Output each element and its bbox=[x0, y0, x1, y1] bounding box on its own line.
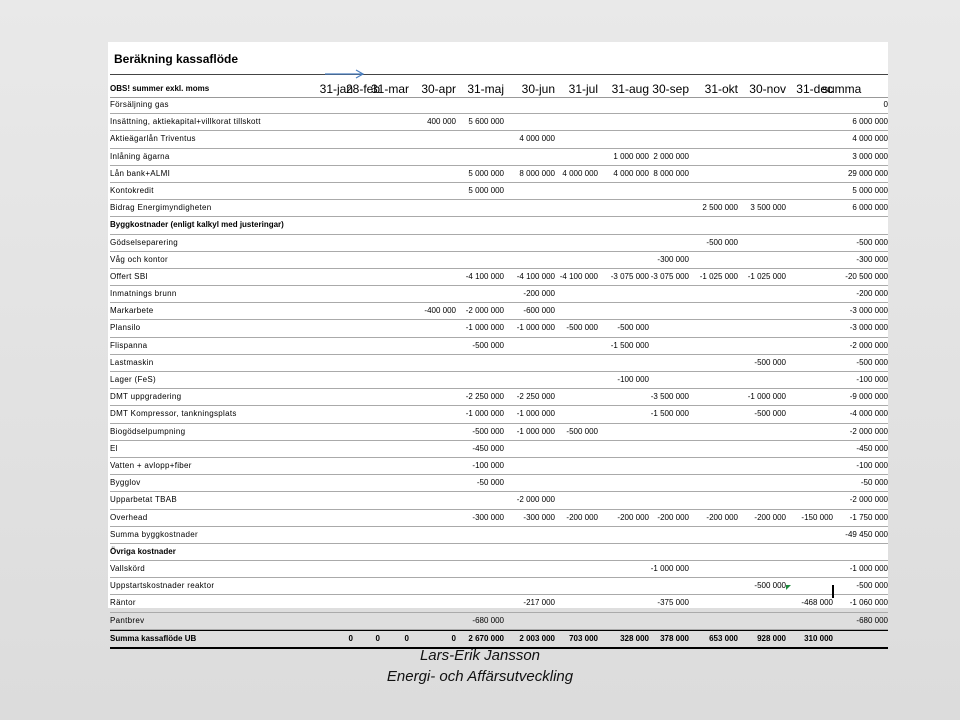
table-row bbox=[110, 406, 888, 423]
table-row bbox=[110, 320, 888, 337]
table-cell: -2 000 000 bbox=[849, 426, 888, 436]
table-cell: -300 000 bbox=[657, 254, 689, 264]
row-label: Uppstartskostnader reaktor bbox=[110, 581, 215, 591]
table-cell: -1 750 000 bbox=[849, 512, 888, 522]
table-cell: -1 025 000 bbox=[699, 271, 738, 281]
table-row bbox=[110, 441, 888, 458]
table-row bbox=[110, 561, 888, 578]
row-label: Räntor bbox=[110, 598, 136, 608]
table-cell: -500 000 bbox=[856, 357, 888, 367]
table-cell: -200 000 bbox=[706, 512, 738, 522]
table-row bbox=[110, 286, 888, 303]
table-cell: -500 000 bbox=[754, 409, 786, 419]
table-cell: 4 000 000 bbox=[562, 168, 598, 178]
row-label: Lager (FeS) bbox=[110, 375, 156, 384]
table-cell: -2 000 000 bbox=[849, 340, 888, 350]
row-label: Aktieägarlån Triventus bbox=[110, 134, 196, 144]
table-row bbox=[110, 97, 888, 114]
table-cell: -1 000 000 bbox=[747, 392, 786, 402]
table-cell: -500 000 bbox=[617, 323, 649, 333]
table-cell: -50 000 bbox=[476, 478, 504, 488]
table-cell: -2 000 000 bbox=[516, 495, 555, 505]
table-cell: -200 000 bbox=[566, 512, 598, 522]
table-cell: 0 bbox=[375, 633, 380, 643]
table-cell: -200 000 bbox=[617, 512, 649, 522]
table-cell: -600 000 bbox=[523, 306, 555, 316]
row-label: Inlåning ägarna bbox=[110, 151, 170, 161]
table-row bbox=[110, 114, 888, 131]
table-cell: 0 bbox=[451, 633, 456, 643]
table-row bbox=[110, 458, 888, 475]
title-box bbox=[110, 46, 888, 75]
table-cell: -500 000 bbox=[754, 357, 786, 367]
table-row bbox=[110, 166, 888, 183]
table-cell: 4 000 000 bbox=[852, 134, 888, 144]
table-cell: -375 000 bbox=[657, 598, 689, 608]
table-cell: 6 000 000 bbox=[852, 203, 888, 213]
row-label: Summa kassaflöde UB bbox=[110, 633, 197, 643]
table-cell: -500 000 bbox=[472, 426, 504, 436]
table-row bbox=[110, 355, 888, 372]
table-cell: 0 bbox=[404, 633, 409, 643]
cell-comment-marker bbox=[786, 585, 791, 590]
column-header: 30-sep bbox=[652, 82, 689, 96]
table-cell: -1 025 000 bbox=[747, 271, 786, 281]
row-label: Plansilo bbox=[110, 323, 141, 333]
table-cell: -468 000 bbox=[801, 598, 833, 608]
table-cell: 2 003 000 bbox=[519, 633, 555, 643]
column-header: 31-aug bbox=[611, 82, 649, 96]
table-cell: -20 500 000 bbox=[845, 271, 888, 281]
table-cell: -3 000 000 bbox=[849, 306, 888, 316]
table-cell: 3 500 000 bbox=[750, 203, 786, 213]
table-cell: 2 670 000 bbox=[468, 633, 504, 643]
table-cell: -450 000 bbox=[856, 443, 888, 453]
table-row bbox=[110, 527, 888, 544]
table-cell: -1 000 000 bbox=[516, 426, 555, 436]
column-header: 28-feb bbox=[345, 82, 380, 96]
table-cell: -1 500 000 bbox=[610, 340, 649, 350]
row-label: Biogödselpumpning bbox=[110, 426, 186, 436]
row-label: Bidrag Energimyndigheten bbox=[110, 203, 212, 213]
table-row bbox=[110, 338, 888, 355]
table-cell: 4 000 000 bbox=[613, 168, 649, 178]
table-row bbox=[110, 424, 888, 441]
row-label: DMT uppgradering bbox=[110, 392, 182, 402]
row-label: Byggkostnader (enligt kalkyl med justeringar) bbox=[110, 220, 284, 230]
table-cell: -500 000 bbox=[856, 581, 888, 591]
table-cell: -4 100 000 bbox=[559, 271, 598, 281]
column-header: 30-nov bbox=[749, 82, 786, 96]
column-header: summa bbox=[822, 82, 862, 96]
table-row bbox=[110, 595, 888, 612]
row-label: Övriga kostnader bbox=[110, 546, 176, 556]
table-cell: 2 500 000 bbox=[702, 203, 738, 213]
row-label: Summa byggkostnader bbox=[110, 529, 198, 539]
row-label: Gödselseparering bbox=[110, 237, 178, 247]
row-label: Kontokredit bbox=[110, 185, 154, 195]
table-cell: -4 000 000 bbox=[849, 409, 888, 419]
table-cell: 0 bbox=[883, 100, 888, 109]
table-cell: 4 000 000 bbox=[519, 134, 555, 144]
table-row bbox=[110, 613, 888, 630]
table-cell: 653 000 bbox=[709, 633, 738, 643]
table-cell: -500 000 bbox=[754, 581, 786, 591]
table-cell: -2 000 000 bbox=[465, 306, 504, 316]
row-label: Offert SBI bbox=[110, 271, 148, 281]
table-cell: -500 000 bbox=[856, 237, 888, 247]
row-label: Vatten + avlopp+fiber bbox=[110, 460, 192, 470]
row-label: Bygglov bbox=[110, 478, 141, 488]
company-name: Energi- och Affärsutveckling bbox=[386, 668, 574, 685]
row-label: Flispanna bbox=[110, 340, 148, 350]
row-label: DMT Kompressor, tankningsplats bbox=[110, 409, 237, 419]
table-cell: -500 000 bbox=[706, 237, 738, 247]
table-cell: -400 000 bbox=[424, 306, 456, 316]
table-row bbox=[110, 372, 888, 389]
table-cell: -1 000 000 bbox=[849, 564, 888, 574]
column-header: 30-jun bbox=[521, 82, 555, 96]
table-cell: -500 000 bbox=[566, 323, 598, 333]
table-cell: 29 000 000 bbox=[847, 168, 888, 178]
table-cell: -200 000 bbox=[754, 512, 786, 522]
table-cell: -1 000 000 bbox=[465, 409, 504, 419]
table-row bbox=[110, 131, 888, 148]
column-header: 31-jul bbox=[568, 82, 598, 96]
table-cell: 5 000 000 bbox=[468, 185, 504, 195]
table-cell: 3 000 000 bbox=[852, 151, 888, 161]
row-label: Försäljning gas bbox=[110, 100, 169, 109]
table-cell: -100 000 bbox=[856, 375, 888, 384]
table-cell: 5 600 000 bbox=[468, 117, 504, 127]
table-row bbox=[110, 510, 888, 527]
row-label: Vallskörd bbox=[110, 564, 146, 574]
table-cell: 703 000 bbox=[569, 633, 598, 643]
note-label: OBS! summer exkl. moms bbox=[110, 84, 210, 93]
row-label: Våg och kontor bbox=[110, 254, 169, 264]
table-cell: -2 000 000 bbox=[849, 495, 888, 505]
table-cell: 310 000 bbox=[804, 633, 833, 643]
row-label: Inmatnings brunn bbox=[110, 289, 177, 299]
table-cell: 328 000 bbox=[620, 633, 649, 643]
table-cell: -3 075 000 bbox=[650, 271, 689, 281]
table-cell: 5 000 000 bbox=[468, 168, 504, 178]
table-cell: -50 000 bbox=[860, 478, 888, 488]
column-header: 31-okt bbox=[704, 82, 738, 96]
table-cell: -4 100 000 bbox=[465, 271, 504, 281]
table-cell: 8 000 000 bbox=[653, 168, 689, 178]
row-label: Overhead bbox=[110, 512, 148, 522]
row-label: Upparbetat TBAB bbox=[110, 495, 178, 505]
table-cell: 400 000 bbox=[427, 117, 456, 127]
table-cell: 378 000 bbox=[660, 633, 689, 643]
table-cell: -9 000 000 bbox=[849, 392, 888, 402]
table-cell: -1 000 000 bbox=[516, 409, 555, 419]
table-cell: -680 000 bbox=[472, 615, 504, 625]
author-name: Lars-Erik Jansson bbox=[419, 647, 541, 664]
table-row bbox=[110, 183, 888, 200]
arrow-icon bbox=[325, 68, 365, 80]
table-row bbox=[110, 475, 888, 492]
table-cell: -450 000 bbox=[472, 443, 504, 453]
column-header: 31-dec bbox=[796, 82, 833, 96]
row-label: El bbox=[110, 443, 118, 453]
column-header: 31-mar bbox=[370, 82, 409, 96]
table-cell: -150 000 bbox=[801, 512, 833, 522]
header-row bbox=[110, 81, 888, 98]
table-cell: -3 075 000 bbox=[610, 271, 649, 281]
cashflow-table bbox=[110, 97, 888, 649]
row-label: Lån bank+ALMI bbox=[110, 168, 171, 178]
table-cell: 5 000 000 bbox=[852, 185, 888, 195]
footer bbox=[0, 645, 960, 687]
table-cell: -3 000 000 bbox=[849, 323, 888, 333]
table-cell: -1 000 000 bbox=[516, 323, 555, 333]
table-cell: -500 000 bbox=[566, 426, 598, 436]
table-cell: -200 000 bbox=[657, 512, 689, 522]
column-header: 31-maj bbox=[467, 82, 504, 96]
table-cell: -200 000 bbox=[856, 289, 888, 299]
table-cell: -200 000 bbox=[523, 289, 555, 299]
table-cell: -3 500 000 bbox=[650, 392, 689, 402]
table-cell: -4 100 000 bbox=[516, 271, 555, 281]
table-cell: -1 500 000 bbox=[650, 409, 689, 419]
total-end-bar bbox=[832, 585, 834, 598]
table-cell: 0 bbox=[348, 633, 353, 643]
table-cell: -217 000 bbox=[523, 598, 555, 608]
column-header: 30-apr bbox=[421, 82, 456, 96]
table-row bbox=[110, 252, 888, 269]
table-cell: -1 060 000 bbox=[849, 598, 888, 608]
table-cell: -300 000 bbox=[472, 512, 504, 522]
table-row bbox=[110, 389, 888, 406]
table-cell: -2 250 000 bbox=[516, 392, 555, 402]
table-row bbox=[110, 200, 888, 217]
table-row bbox=[110, 235, 888, 252]
sheet-title: Beräkning kassaflöde bbox=[114, 52, 239, 66]
table-cell: 6 000 000 bbox=[852, 117, 888, 127]
table-cell: 1 000 000 bbox=[613, 151, 649, 161]
table-cell: -300 000 bbox=[856, 254, 888, 264]
table-row bbox=[110, 544, 888, 561]
table-cell: -100 000 bbox=[472, 460, 504, 470]
table-row bbox=[110, 149, 888, 166]
table-cell: 8 000 000 bbox=[519, 168, 555, 178]
column-header: 31-jan bbox=[319, 82, 353, 96]
table-row bbox=[110, 492, 888, 509]
table-cell: 2 000 000 bbox=[653, 151, 689, 161]
table-cell: -1 000 000 bbox=[465, 323, 504, 333]
table-cell: -300 000 bbox=[523, 512, 555, 522]
table-row bbox=[110, 578, 888, 595]
row-label: Lastmaskin bbox=[110, 357, 154, 367]
table-cell: -1 000 000 bbox=[650, 564, 689, 574]
table-cell: -100 000 bbox=[856, 460, 888, 470]
table-cell: -100 000 bbox=[617, 375, 649, 384]
table-cell: -500 000 bbox=[472, 340, 504, 350]
table-cell: -2 250 000 bbox=[465, 392, 504, 402]
table-row bbox=[110, 303, 888, 320]
table-row bbox=[110, 269, 888, 286]
row-label: Pantbrev bbox=[110, 615, 145, 625]
table-cell: -680 000 bbox=[856, 615, 888, 625]
table-row bbox=[110, 217, 888, 234]
row-label: Markarbete bbox=[110, 306, 154, 316]
table-cell: -49 450 000 bbox=[845, 529, 888, 539]
row-label: Insättning, aktiekapital+villkorat tillskott bbox=[110, 117, 261, 127]
table-cell: 928 000 bbox=[757, 633, 786, 643]
